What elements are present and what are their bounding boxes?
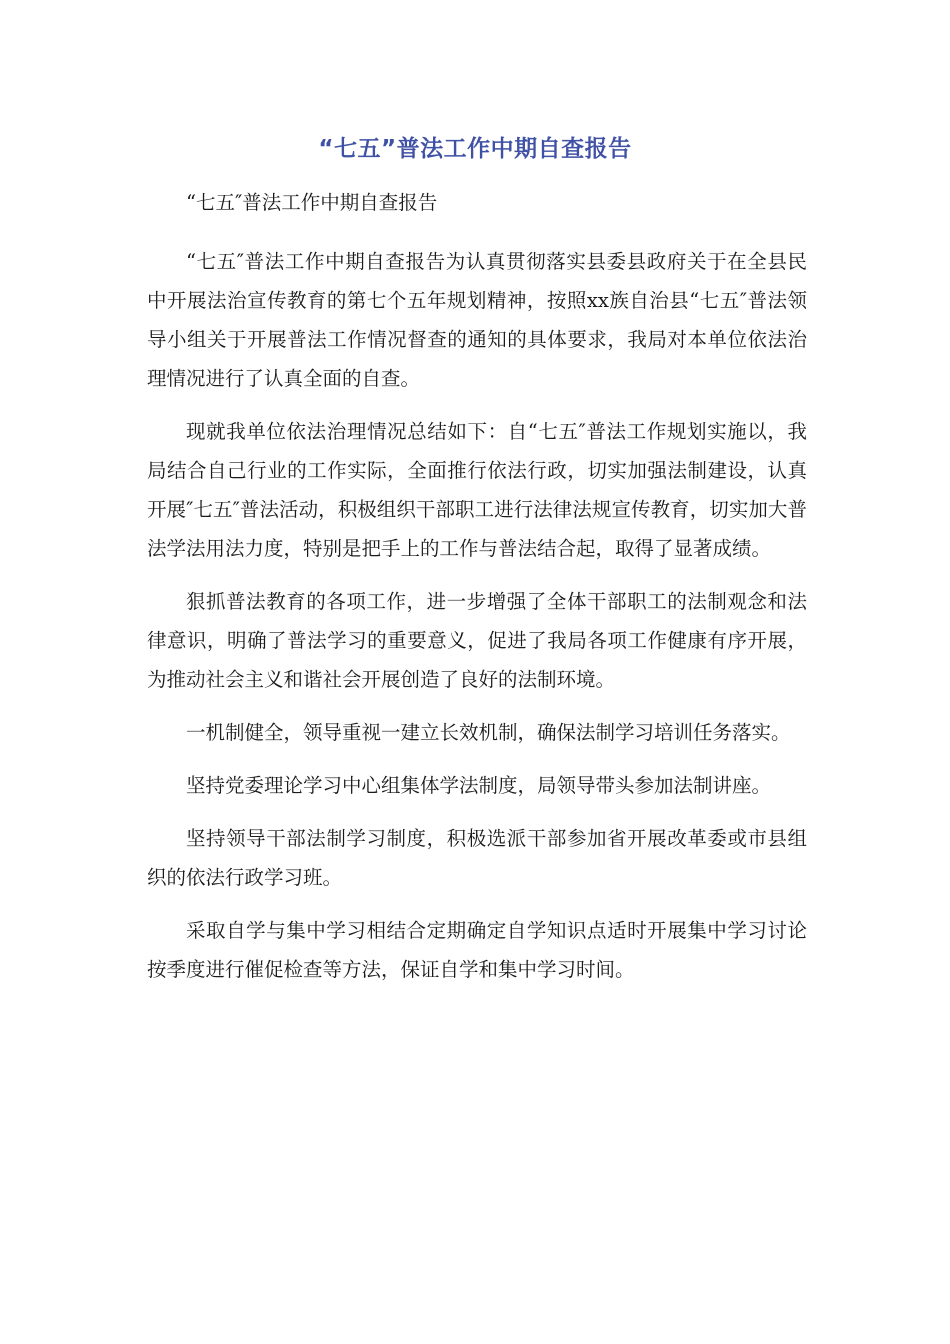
- paragraph-intro: “七五″普法工作中期自查报告为认真贯彻落实县委县政府关于在全县民中开展法治宣传教育的第七个五年规划精神，按照xx族自治县“七五″普法领导小组关于开展普法工作情况督查的通知的具体要求，我局对本单位依法治理情况进行了认真全面的自查。: [147, 250, 807, 390]
- paragraph-leader-study: 坚持领导干部法制学习制度，积极选派干部参加省开展改革委或市县组织的依法行政学习班。: [147, 827, 807, 889]
- document-title: “七五”普法工作中期自查报告: [318, 136, 632, 162]
- paragraph-party-study: 坚持党委理论学习中心组集体学法制度，局领导带头参加法制讲座。: [186, 774, 772, 797]
- paragraph-summary: 现就我单位依法治理情况总结如下：自“七五″普法工作规划实施以，我局结合自己行业的工作实际，全面推行依法行政，切实加强法制建设，认真开展″七五″普法活动，积极组织干部职工进行法律法规宣传教育，切实加大普法学法用法力度，特别是把手上的工作与普法结合起，取得了显著成绩。: [147, 420, 807, 560]
- document-body: [147, 183, 807, 1003]
- paragraph-self-study: 采取自学与集中学习相结合定期确定自学知识点适时开展集中学习讨论按季度进行催促检查等方法，保证自学和集中学习时间。: [147, 919, 807, 981]
- paragraph-education: 狠抓普法教育的各项工作，进一步增强了全体干部职工的法制观念和法律意识，明确了普法学习的重要意义，促进了我局各项工作健康有序开展，为推动社会主义和谐社会开展创造了良好的法制环境。: [147, 590, 807, 691]
- document-subtitle: “七五″普法工作中期自查报告: [186, 191, 438, 214]
- paragraph-mechanism: 一机制健全，领导重视一建立长效机制，确保法制学习培训任务落实。: [186, 721, 791, 744]
